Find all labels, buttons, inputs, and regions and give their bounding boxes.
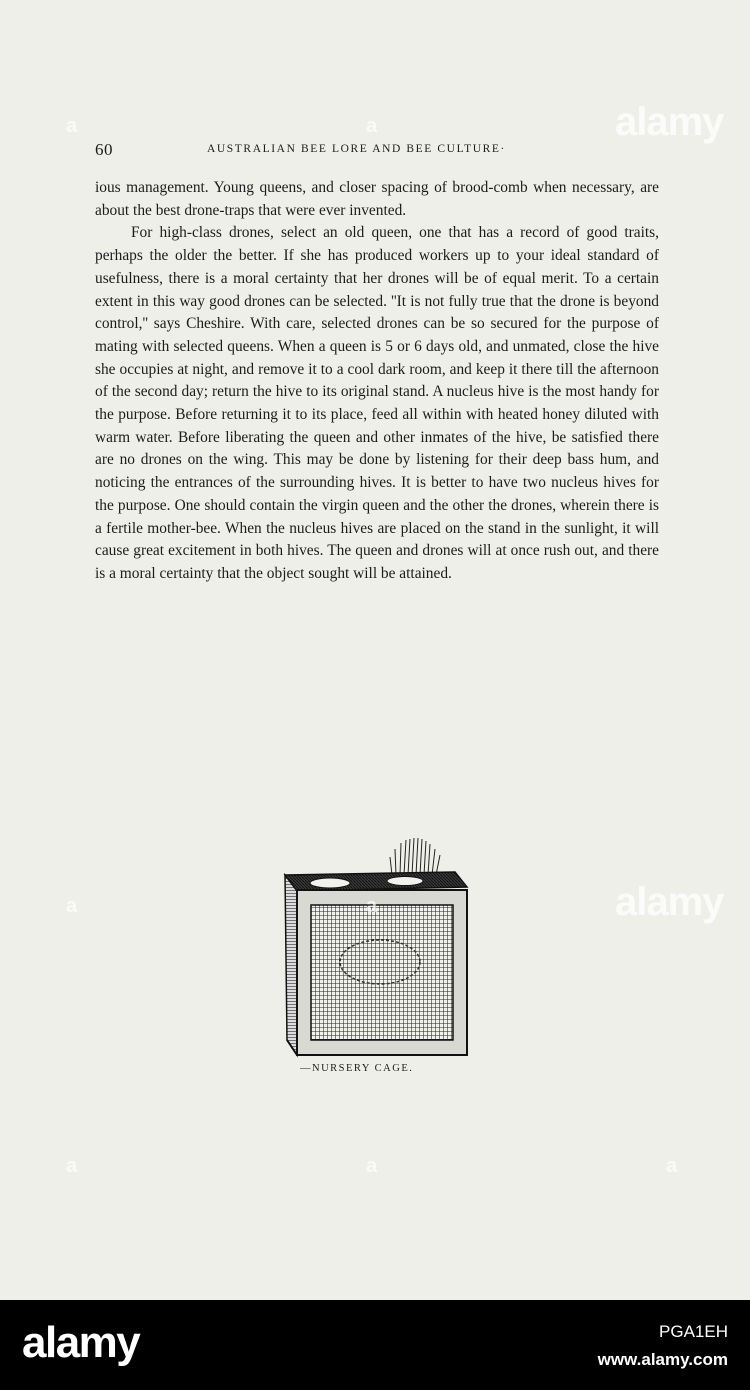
page-header <box>95 140 655 164</box>
running-title: AUSTRALIAN BEE LORE AND BEE CULTURE· <box>207 143 506 155</box>
watermark-logo: alamy <box>615 880 724 924</box>
paragraph-2: For high-class drones, select an old queen, one that has a record of good traits, perhaps the older the better. If she has produced workers up to your ideal standard of usefulness, there is a moral certainty that her drones will be of equal merit. To a certain extent in this way good drones can be selected. ''It is not fully true that the drone is beyond control,'' says Cheshire. With care, selected drones can be so secured for the purpose of mating with selected queens. When a queen is 5 or 6 days old, and unmated, close the hive she occupies at night, and remove it to a cool dark room, and keep it there till the afternoon of the second day; return the hive to its original stand. A nucleus hive is the most handy for the purpose. Before returning it to its place, feed all within with heated honey diluted with warm water. Before liberating the queen and other inmates of the hive, be satisfied there are no drones on the wing. This may be done by listening for their deep bass hum, and noticing the entrances of the surrounding hives. It is better to have two nucleus hives for the purpose. One should contain the virgin queen and the other the drones, wherein there is a fertile mother-bee. When the nucleus hives are placed on the stand in the sunlight, it will cause great excitement in both hives. The queen and drones will at once rush out, and there is a moral certainty that the object sought will be attained. <box>95 224 659 582</box>
body-text <box>95 177 659 586</box>
watermark-glyph: a <box>366 1155 378 1177</box>
paragraph-1: ious management. Young queens, and closer spacing of brood-comb when necessary, are about the best drone-traps that were ever invented. <box>95 179 659 219</box>
watermark-glyph: a <box>366 115 378 137</box>
footer-bar <box>0 1300 750 1390</box>
footer-url[interactable]: www.alamy.com <box>597 1350 728 1369</box>
watermark-glyph: a <box>366 895 378 917</box>
image-id: PGA1EH <box>659 1322 728 1341</box>
watermark-glyph: a <box>66 1155 78 1177</box>
figure-caption: —NURSERY CAGE. <box>300 1063 414 1074</box>
nursery-cage-illustration <box>275 835 475 1060</box>
alamy-logo: alamy <box>22 1318 140 1367</box>
watermark-glyph: a <box>66 115 78 137</box>
watermark-logo: alamy <box>615 100 724 144</box>
page-number: 60 <box>95 140 113 159</box>
watermark-glyph: a <box>66 895 78 917</box>
nursery-cage-drawing <box>275 835 475 1060</box>
watermark-glyph: a <box>666 1155 678 1177</box>
